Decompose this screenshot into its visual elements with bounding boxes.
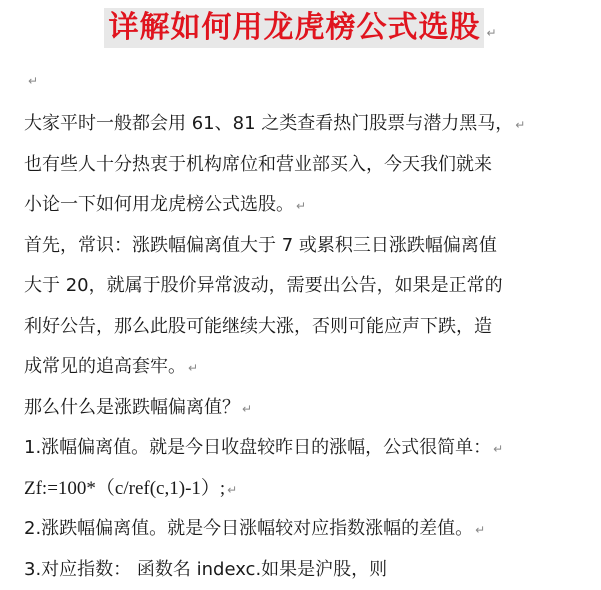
body-line [24, 266, 584, 307]
body-line-text: 大于 20，就属于股价异常波动，需要出公告，如果是正常的 [24, 275, 503, 296]
body-line-text: 首先，常识：涨跌幅偏离值大于 7 或累积三日涨跌幅偏离值 [24, 235, 497, 256]
title-wrap [0, 8, 601, 48]
body-line-text: 小论一下如何用龙虎榜公式选股。 [24, 194, 294, 215]
paragraph-mark-icon: ↵ [188, 361, 198, 375]
body-line-text: 成常见的追高套牢。 [24, 356, 186, 377]
body-line [24, 104, 584, 145]
body-line-text: 1.涨幅偏离值。就是今日收盘较昨日的涨幅，公式很简单： [24, 437, 491, 458]
empty-paragraph [26, 70, 38, 89]
body-line [24, 388, 584, 429]
body-line-text: 也有些人十分热衷于机构席位和营业部买入，今天我们就来 [24, 154, 492, 175]
body-line [24, 226, 584, 267]
body-line [24, 185, 584, 226]
body-line [24, 145, 584, 186]
paragraph-mark-icon: ↵ [242, 402, 252, 416]
body-line [24, 509, 584, 550]
document-title: 详解如何用龙虎榜公式选股 [104, 8, 484, 48]
document-body [24, 104, 584, 590]
body-line [24, 469, 584, 510]
paragraph-mark-icon: ↵ [28, 74, 38, 88]
body-line-text: 那么什么是涨跌幅偏离值？ [24, 397, 240, 418]
paragraph-mark-icon: ↵ [475, 523, 485, 537]
body-line [24, 428, 584, 469]
paragraph-mark-icon: ↵ [296, 199, 306, 213]
formula-text: Zf:=100*（c/ref(c,1)-1）; [24, 478, 225, 499]
body-line-text: 3.对应指数： 函数名 indexc.如果是沪股，则 [24, 559, 387, 580]
paragraph-mark-icon: ↵ [515, 118, 525, 132]
paragraph-mark-icon: ↵ [227, 483, 237, 497]
paragraph-mark-icon: ↵ [486, 26, 496, 40]
body-line [24, 550, 584, 590]
body-line-text: 2.涨跌幅偏离值。就是今日涨幅较对应指数涨幅的差值。 [24, 518, 473, 539]
body-line [24, 347, 584, 388]
body-line [24, 307, 584, 348]
paragraph-mark-icon: ↵ [493, 442, 503, 456]
body-line-text: 大家平时一般都会用 61、81 之类查看热门股票与潜力黑马， [24, 113, 513, 134]
body-line-text: 利好公告，那么此股可能继续大涨，否则可能应声下跌，造 [24, 316, 492, 337]
